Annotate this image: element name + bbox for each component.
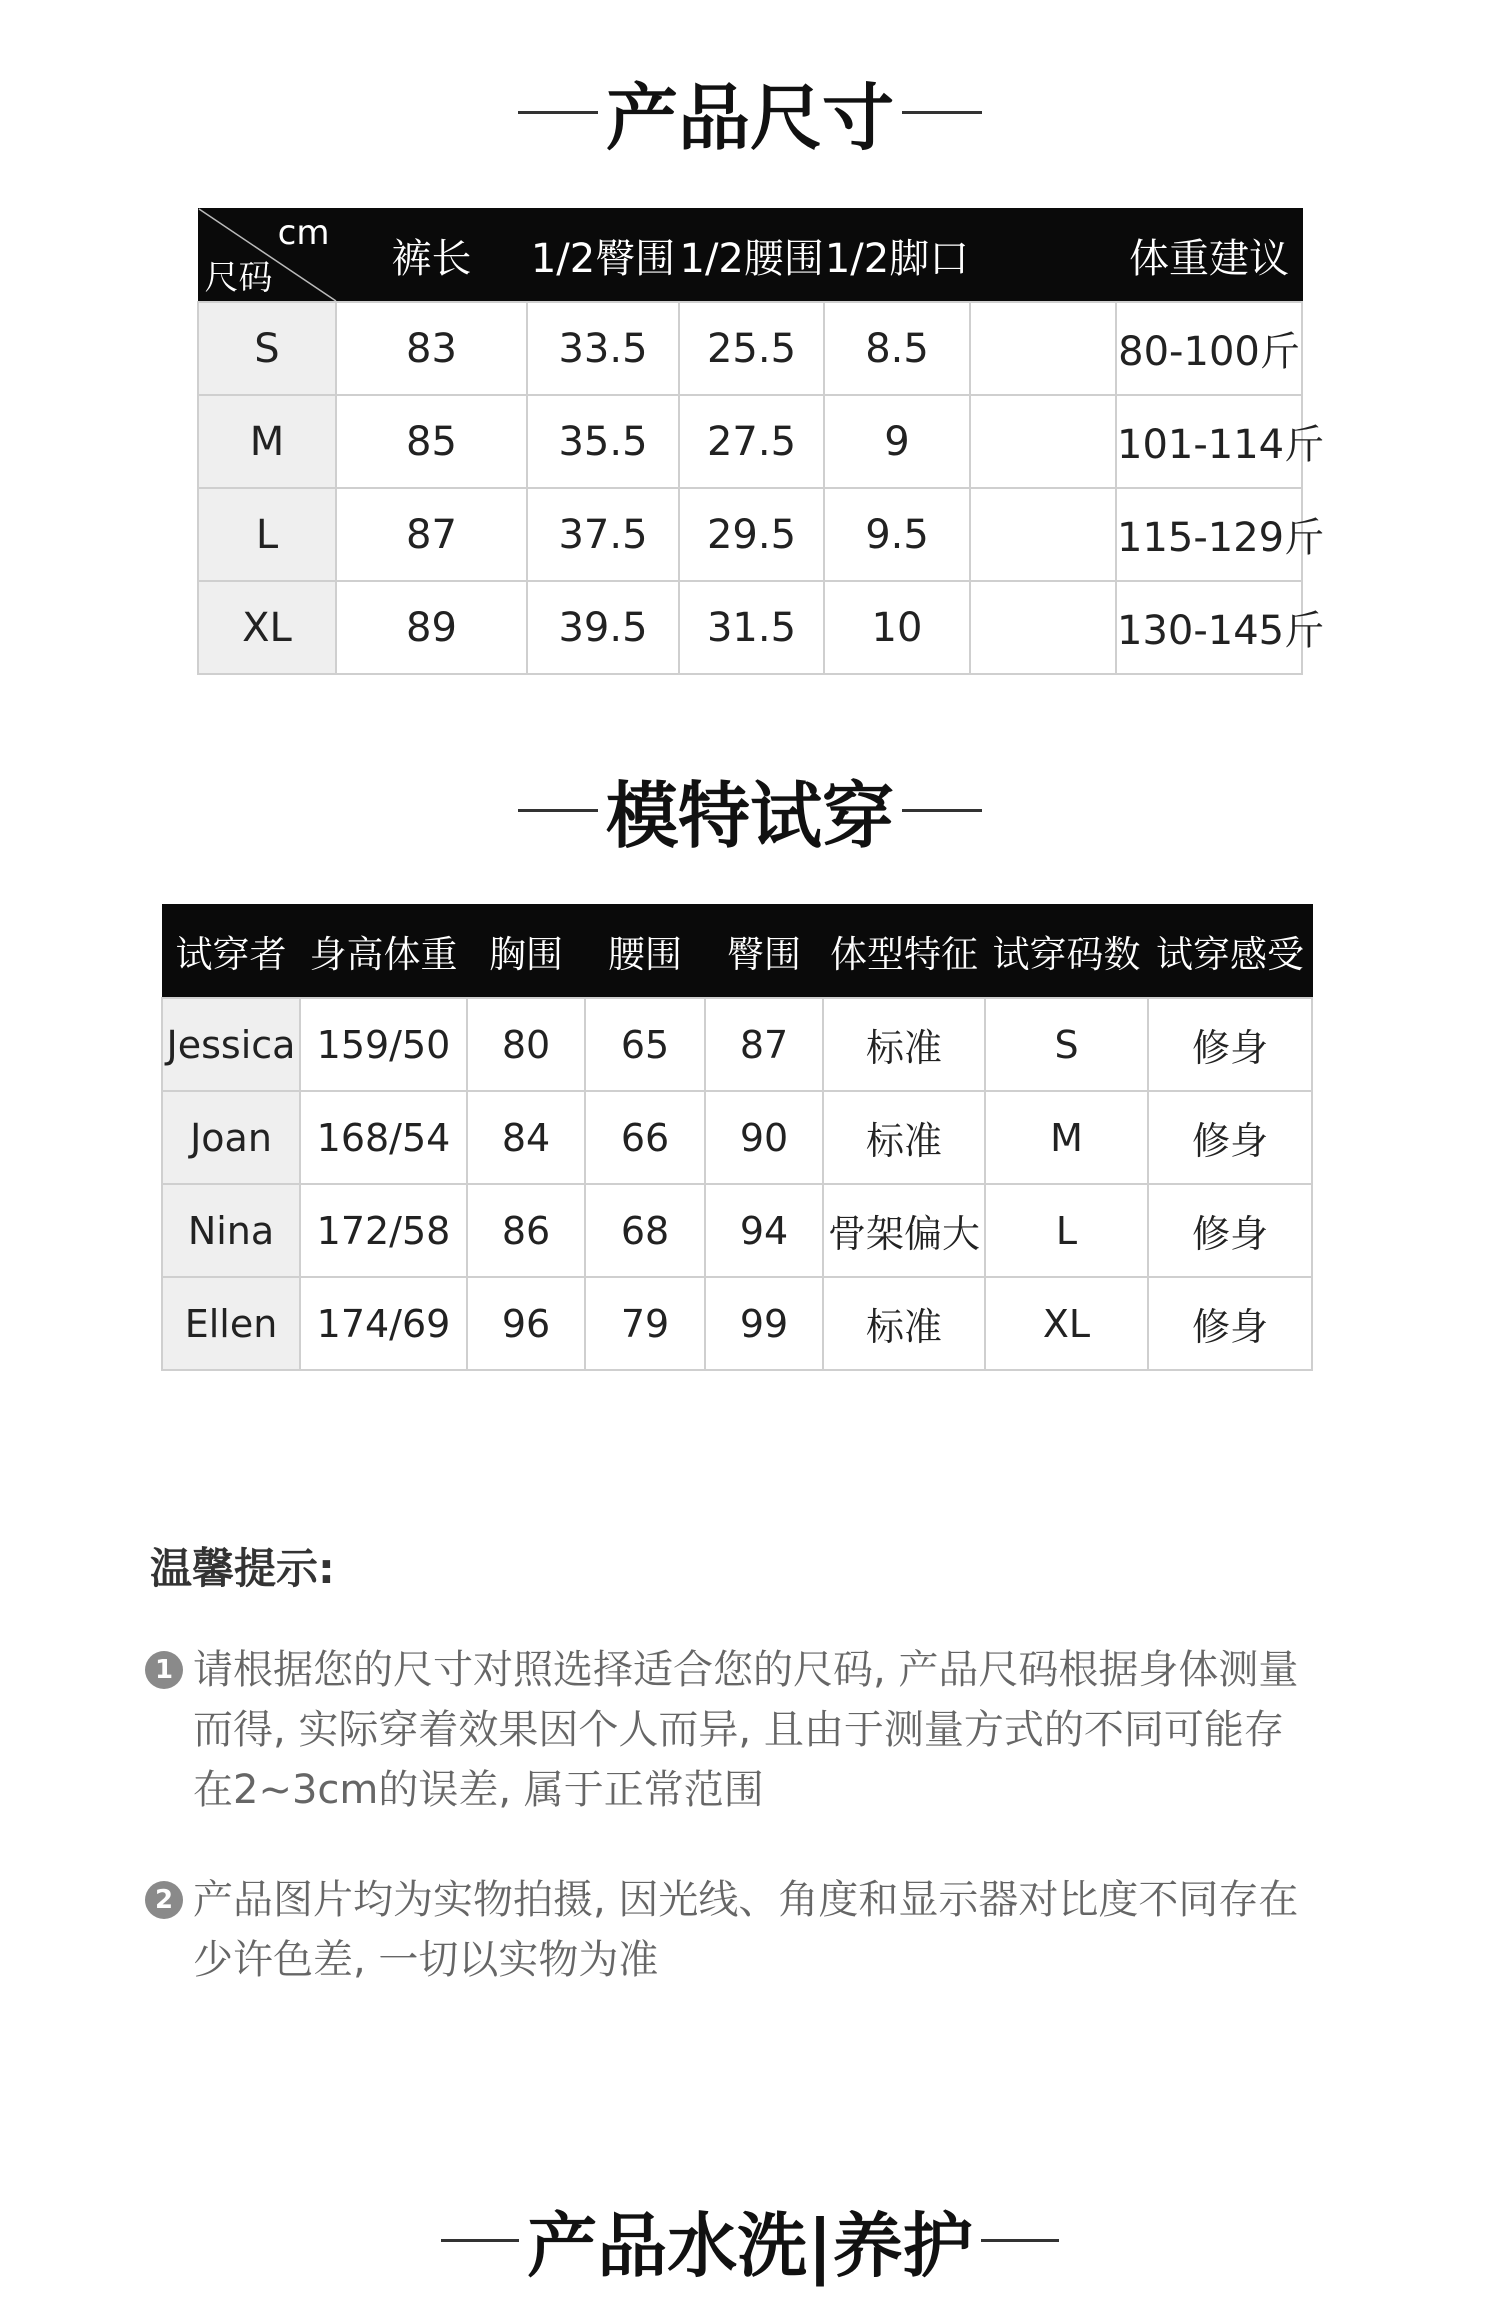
hip-cell: 39.5 <box>527 581 679 674</box>
length-cell: 85 <box>336 395 527 488</box>
size-table-corner-cell <box>198 209 336 303</box>
unit-label: cm <box>277 213 330 253</box>
size-table-header-row <box>198 209 1302 303</box>
title-rule-left <box>518 111 598 114</box>
hip-cell: 37.5 <box>527 488 679 581</box>
size-cell: S <box>198 302 336 395</box>
weight-cell: 80-100斤 <box>1116 302 1302 395</box>
title-rule-right <box>981 2239 1059 2242</box>
waist-cell: 27.5 <box>679 395 824 488</box>
header-weight: 体重建议 <box>1116 209 1302 303</box>
body-type-cell: 标准 <box>823 998 985 1091</box>
fit-cell: 修身 <box>1148 1184 1312 1277</box>
hip-cell: 90 <box>705 1091 823 1184</box>
leg-opening-cell: 9 <box>824 395 970 488</box>
waist-cell: 66 <box>585 1091 705 1184</box>
size-table <box>197 208 1325 675</box>
header-chest: 胸围 <box>467 905 585 999</box>
title-rule-left <box>518 809 598 812</box>
body-type-cell: 标准 <box>823 1277 985 1370</box>
chest-cell: 96 <box>467 1277 585 1370</box>
fit-cell: 修身 <box>1148 998 1312 1091</box>
header-wearer: 试穿者 <box>162 905 300 999</box>
waist-cell: 25.5 <box>679 302 824 395</box>
fit-cell: 修身 <box>1148 1091 1312 1184</box>
waist-cell: 79 <box>585 1277 705 1370</box>
care-title-text: 产品水洗|养护 <box>527 2204 973 2287</box>
number-one-icon: 1 <box>145 1651 183 1689</box>
header-leg-opening: 1/2脚口 <box>824 209 970 303</box>
header-fit-feeling: 试穿感受 <box>1148 905 1312 999</box>
tip-text: 产品图片均为实物拍摄, 因光线、角度和显示器对比度不同存在少许色差, 一切以实物为准 <box>193 1877 1299 1983</box>
body-type-cell: 标准 <box>823 1091 985 1184</box>
title-rule-right <box>902 809 982 812</box>
model-row <box>162 1277 1312 1370</box>
chest-cell: 84 <box>467 1091 585 1184</box>
title-rule-right <box>902 111 982 114</box>
tried-size-cell: XL <box>985 1277 1148 1370</box>
weight-cell: 115-129斤 <box>1116 488 1302 581</box>
tried-size-cell: S <box>985 998 1148 1091</box>
model-name-cell: Ellen <box>162 1277 300 1370</box>
waist-cell: 29.5 <box>679 488 824 581</box>
hip-cell: 87 <box>705 998 823 1091</box>
waist-cell: 31.5 <box>679 581 824 674</box>
hip-cell: 35.5 <box>527 395 679 488</box>
chest-cell: 86 <box>467 1184 585 1277</box>
header-waist: 1/2腰围 <box>679 209 824 303</box>
model-row <box>162 998 1312 1091</box>
model-section-title <box>0 760 1500 860</box>
size-label: 尺码 <box>204 258 273 298</box>
header-waist: 腰围 <box>585 905 705 999</box>
tried-size-cell: L <box>985 1184 1148 1277</box>
size-cell: L <box>198 488 336 581</box>
size-section-title <box>0 62 1500 162</box>
header-hip: 臀围 <box>705 905 823 999</box>
blank-cell <box>970 395 1116 488</box>
height-weight-cell: 159/50 <box>300 998 467 1091</box>
height-weight-cell: 174/69 <box>300 1277 467 1370</box>
blank-cell <box>970 581 1116 674</box>
tried-size-cell: M <box>985 1091 1148 1184</box>
model-row <box>162 1091 1312 1184</box>
model-table-header-row <box>162 905 1312 999</box>
waist-cell: 65 <box>585 998 705 1091</box>
body-type-cell: 骨架偏大 <box>823 1184 985 1277</box>
tip-item <box>145 1870 1315 1990</box>
model-title-text: 模特试穿 <box>605 774 894 858</box>
tip-item <box>145 1640 1315 1820</box>
size-cell: XL <box>198 581 336 674</box>
model-row <box>162 1184 1312 1277</box>
height-weight-cell: 172/58 <box>300 1184 467 1277</box>
header-tried-size: 试穿码数 <box>985 905 1148 999</box>
chest-cell: 80 <box>467 998 585 1091</box>
leg-opening-cell: 8.5 <box>824 302 970 395</box>
model-name-cell: Jessica <box>162 998 300 1091</box>
length-cell: 89 <box>336 581 527 674</box>
care-section-title <box>0 2190 1500 2290</box>
size-cell: M <box>198 395 336 488</box>
leg-opening-cell: 9.5 <box>824 488 970 581</box>
title-rule-left <box>441 2239 519 2242</box>
height-weight-cell: 168/54 <box>300 1091 467 1184</box>
model-table <box>161 904 1313 1371</box>
length-cell: 87 <box>336 488 527 581</box>
size-row <box>198 302 1302 395</box>
header-blank <box>970 209 1116 303</box>
model-name-cell: Joan <box>162 1091 300 1184</box>
blank-cell <box>970 488 1116 581</box>
weight-cell: 130-145斤 <box>1116 581 1302 674</box>
hip-cell: 99 <box>705 1277 823 1370</box>
header-body-type: 体型特征 <box>823 905 985 999</box>
size-row <box>198 488 1302 581</box>
length-cell: 83 <box>336 302 527 395</box>
size-row <box>198 395 1302 488</box>
hip-cell: 94 <box>705 1184 823 1277</box>
size-title-text: 产品尺寸 <box>605 76 894 160</box>
blank-cell <box>970 302 1116 395</box>
leg-opening-cell: 10 <box>824 581 970 674</box>
weight-cell: 101-114斤 <box>1116 395 1302 488</box>
tip-text: 请根据您的尺寸对照选择适合您的尺码, 产品尺码根据身体测量而得, 实际穿着效果因个人而异, 且由于测量方式的不同可能存在2~3cm的误差, 属于正常范围 <box>193 1647 1299 1813</box>
header-hip: 1/2臀围 <box>527 209 679 303</box>
number-two-icon: 2 <box>145 1881 183 1919</box>
header-height-weight: 身高体重 <box>300 905 467 999</box>
hip-cell: 33.5 <box>527 302 679 395</box>
model-name-cell: Nina <box>162 1184 300 1277</box>
fit-cell: 修身 <box>1148 1277 1312 1370</box>
header-length: 裤长 <box>336 209 527 303</box>
size-row <box>198 581 1302 674</box>
waist-cell: 68 <box>585 1184 705 1277</box>
tips-title: 温馨提示: <box>150 1544 335 1593</box>
